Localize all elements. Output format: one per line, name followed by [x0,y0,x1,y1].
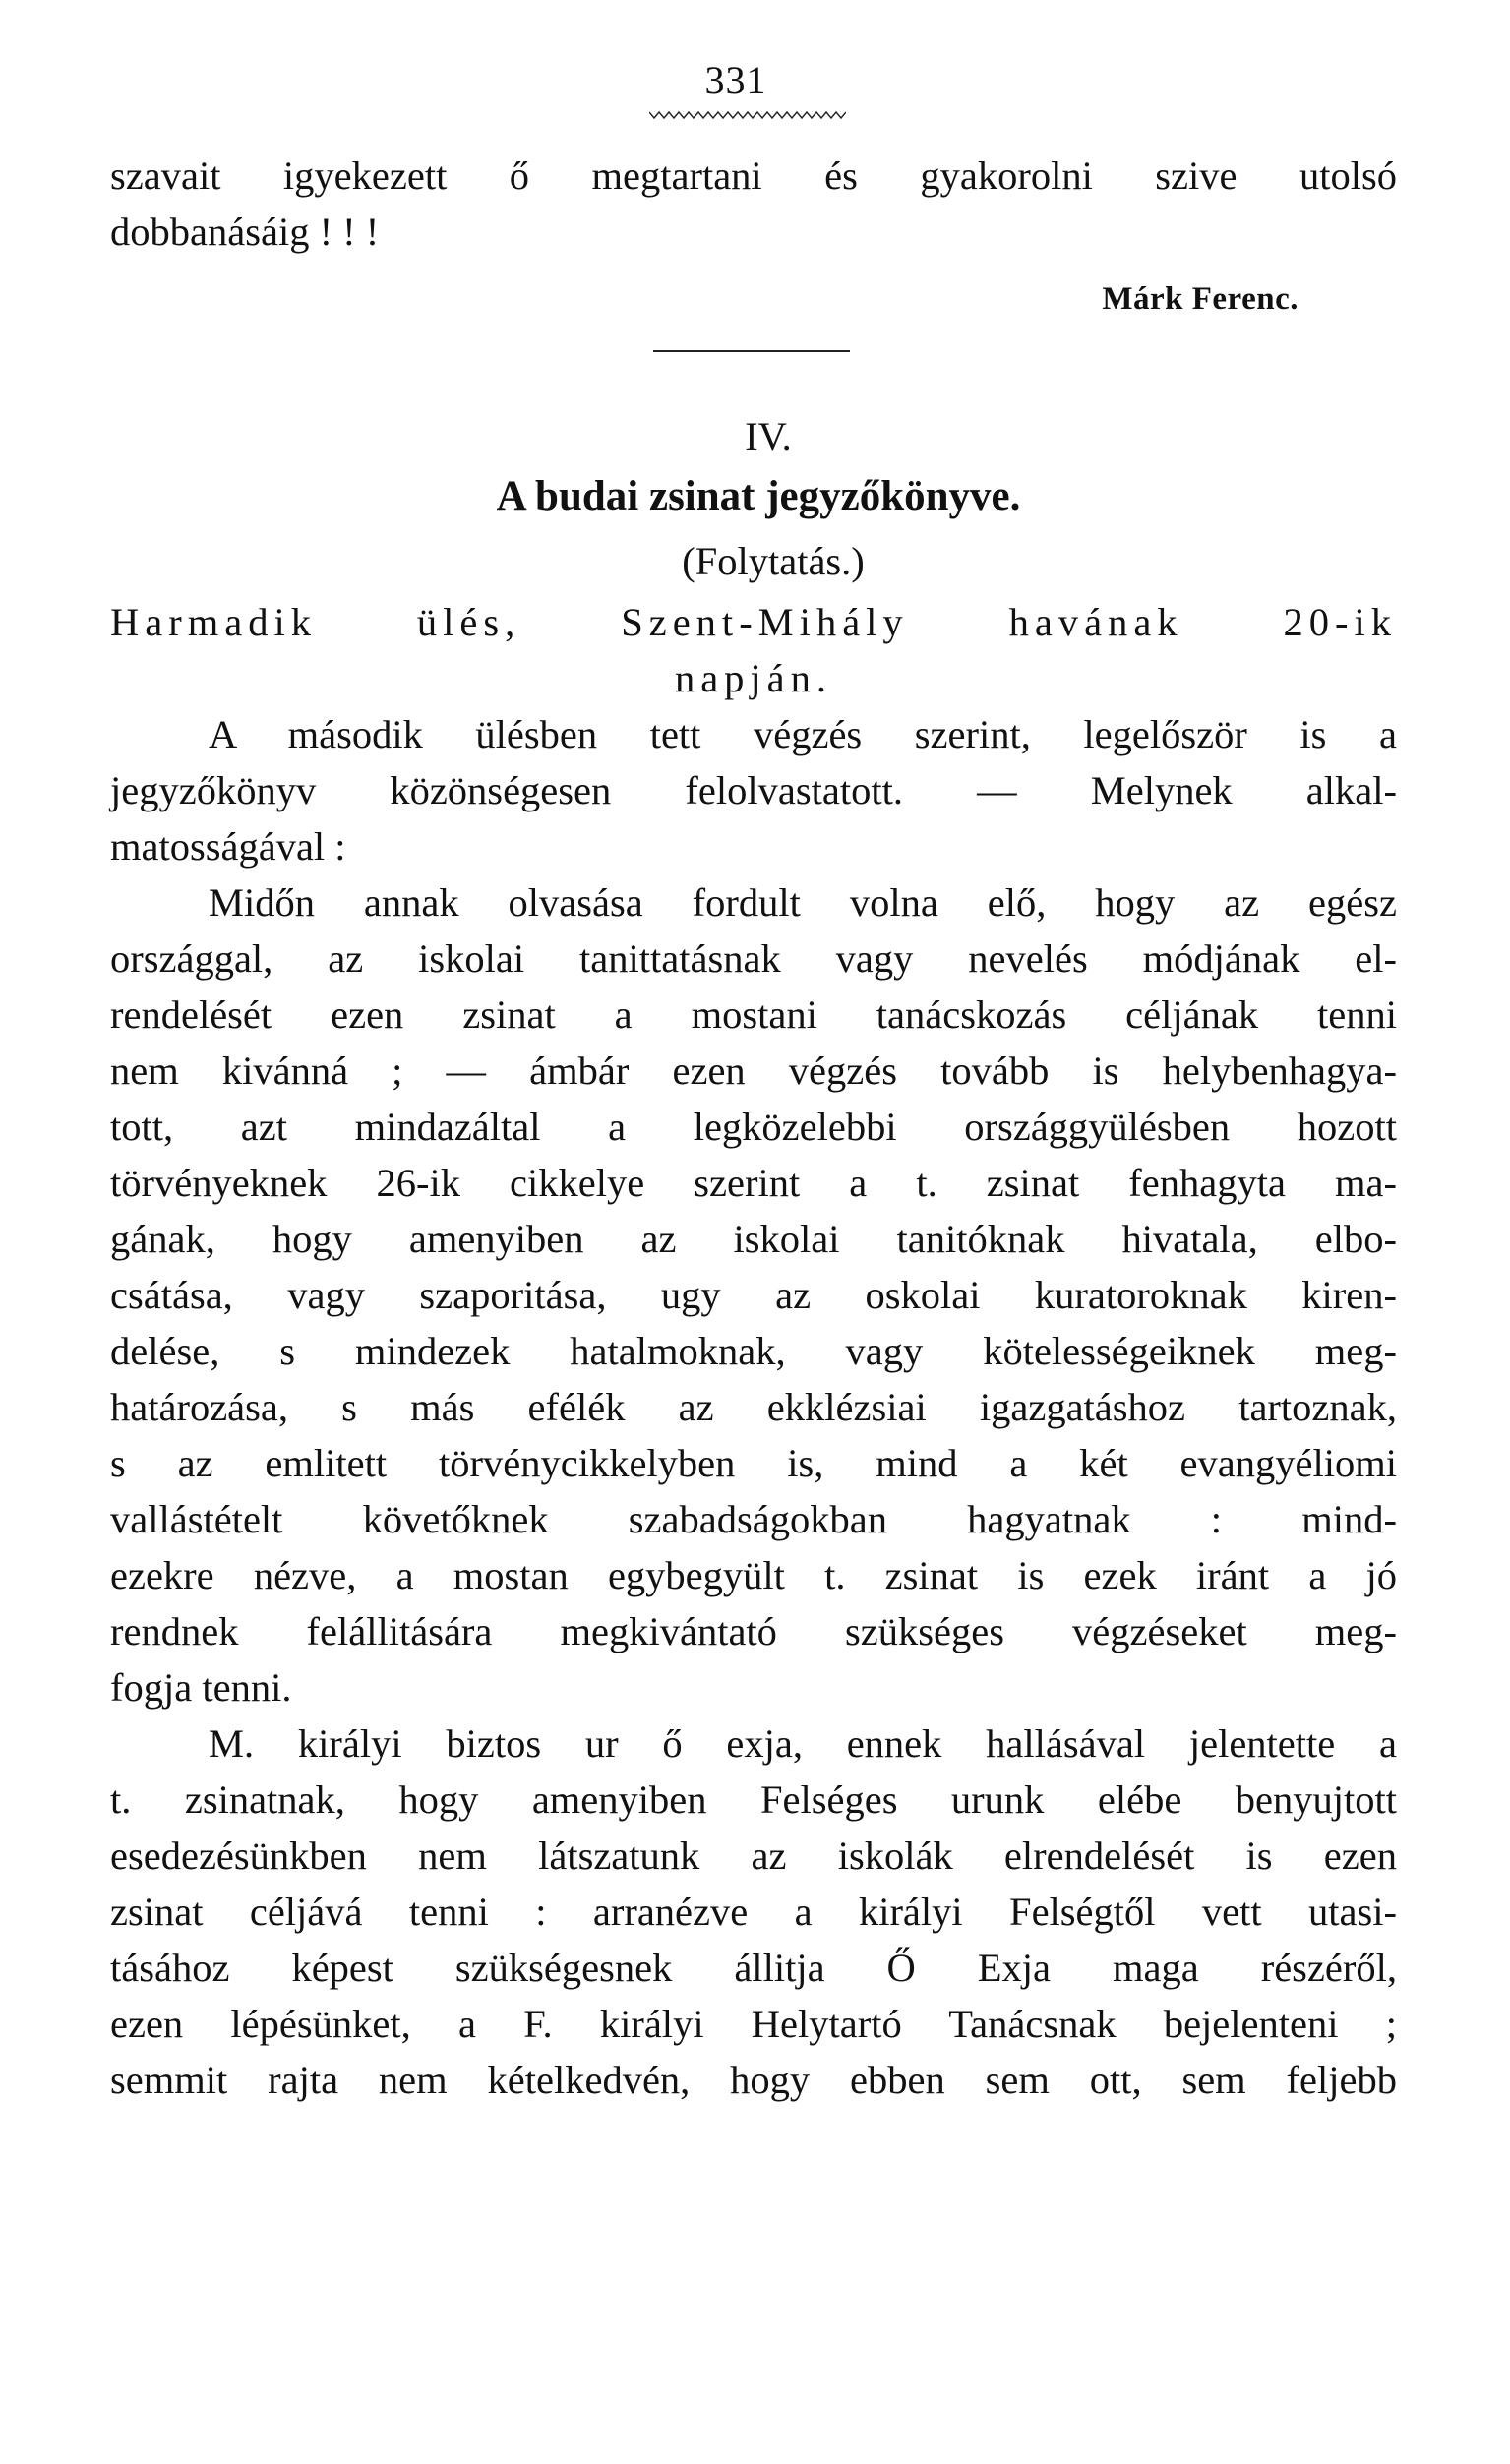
text-line: rendelését ezen zsinat a mostani tanácskozás céljának tenni [110,992,1397,1037]
divider-rule [653,350,850,352]
text-line: semmit rajta nem kételkedvén, hogy ebben sem ott, sem feljebb [110,2058,1397,2102]
text-line: határozása, s más efélék az ekklézsiai igazgatáshoz tartoznak, [110,1385,1397,1429]
text-line: jegyzőkönyv közönségesen felolvastatott. — Melynek alkal- [110,768,1397,812]
page-body [110,148,1397,2108]
text-line: tott, azt mindazáltal a legközelebbi országgyülésben hozott [110,1105,1397,1149]
text-line: Midőn annak olvasása fordult volna elő, hogy az egész [209,880,1397,925]
text-line: fogja tenni. [110,1665,292,1710]
text-line: csátása, vagy szaporitása, ugy az oskolai kuratoroknak kiren- [110,1273,1397,1317]
section-number: IV. [745,414,792,458]
text-line: tásához képest szükségesnek állitja Ő Exja maga részéről, [110,1946,1397,1990]
section-divider [110,327,1397,395]
text-line: dobbanásáig ! ! ! [110,210,380,254]
text-line: rendnek felállitására megkivántató szükséges végzéseket meg- [110,1609,1397,1653]
text-line: nem kivánná ; — ámbár ezen végzés tovább is helybenhagya- [110,1049,1397,1093]
text-line: törvényeknek 26-ik cikkelye szerint a t. zsinat fenhagyta ma- [110,1161,1397,1205]
text-line: zsinat céljává tenni : arranézve a királyi Felségtől vett utasi- [110,1890,1397,1934]
section-heading: A budai zsinat jegyzőkönyve. [496,473,1021,519]
text-line: vallástételt követőknek szabadságokban hagyatnak : mind- [110,1497,1397,1541]
continued-note: (Folytatás.) [682,539,865,583]
page-number: 331 [704,58,767,102]
text-line: delése, s mindezek hatalmoknak, vagy kötelességeiknek meg- [110,1329,1397,1373]
text-line: ezen lépésünket, a F. királyi Helytartó Tanácsnak bejelenteni ; [110,2002,1397,2046]
text-line: gának, hogy amenyiben az iskolai tanitóknak hivatala, elbo- [110,1217,1397,1261]
text-line: országgal, az iskolai tanittatásnak vagy nevelés módjának el- [110,936,1397,981]
text-line: M. királyi biztos ur ő exja, ennek hallásával jelentette a [209,1721,1397,1766]
text-line: szavait igyekezett ő megtartani és gyakorolni szive utolsó [110,153,1397,198]
page-number-ornament [649,110,846,120]
session-title: Harmadik ülés, Szent-Mihály havának 20-ik [110,600,1397,644]
text-line: A második ülésben tett végzés szerint, legelőször is a [209,712,1397,756]
author-signature: Márk Ferenc. [1102,281,1299,317]
text-line: s az emlitett törvénycikkelyben is, mind a két evangyéliomi [110,1441,1397,1485]
session-title-continued: napján. [674,656,833,700]
text-line: esedezésünkben nem látszatunk az iskolák elrendelését is ezen [110,1833,1397,1878]
text-line: t. zsinatnak, hogy amenyiben Felséges urunk elébe benyujtott [110,1777,1397,1822]
text-line: matosságával : [110,824,346,869]
text-line: ezekre nézve, a mostan egybegyült t. zsinat is ezek iránt a jó [110,1553,1397,1597]
